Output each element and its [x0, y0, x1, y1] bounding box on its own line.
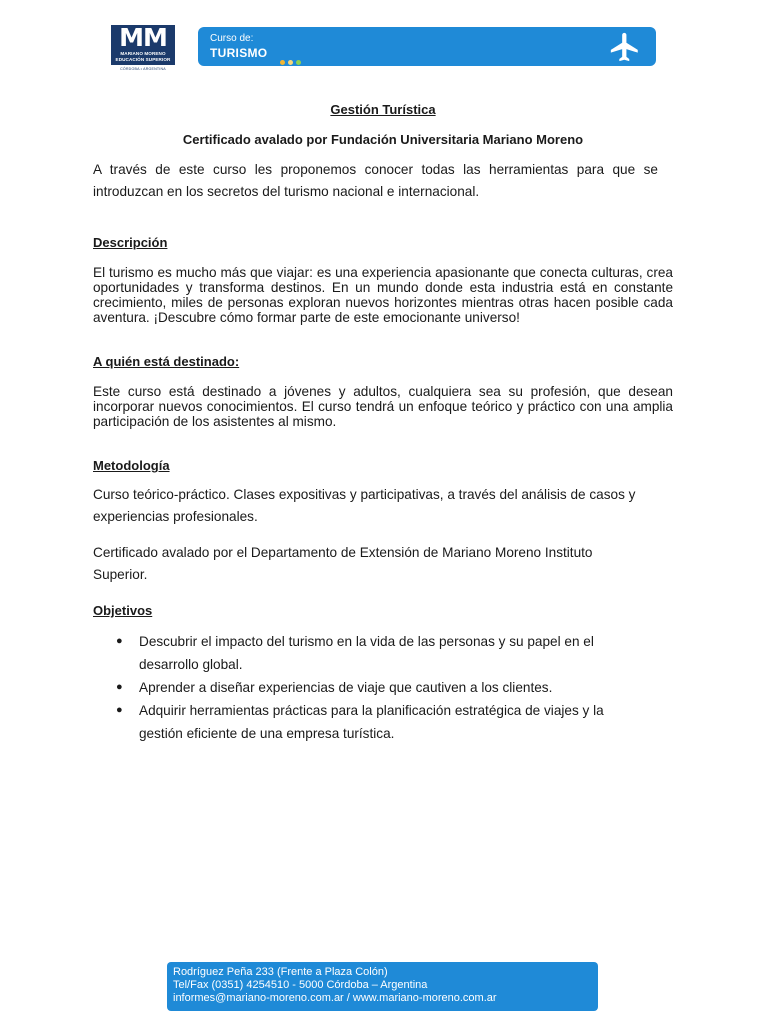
list-item	[93, 630, 633, 676]
methodology-paragraph: Curso teórico-práctico. Clases expositivas y participativas, a través del análisis de casos y experiencias profesionales.	[93, 487, 636, 524]
list-item	[93, 676, 633, 699]
institution-logo	[111, 25, 175, 65]
audience-paragraph: Este curso está destinado a jóvenes y adultos, cualquiera sea su profesión, que desean incorporar nuevos conocimientos. El curso tendrá un enfoque teórico y práctico con una amplia participación de los asistentes al mismo.	[93, 384, 673, 429]
objective-text: Aprender a diseñar experiencias de viaje que cautiven a los clientes.	[139, 680, 553, 695]
bullet-icon: ●	[116, 635, 123, 647]
logo-tagline: CÓRDOBA • ARGENTINA	[120, 67, 166, 71]
objectives-heading: Objetivos	[93, 603, 153, 618]
dot	[280, 60, 285, 65]
footer-phone: Tel/Fax (0351) 4254510 - 5000 Córdoba – Argentina	[173, 979, 428, 991]
certificate-note: Certificado avalado por el Departamento de Extensión de Mariano Moreno Instituto Superior.	[93, 545, 593, 582]
objective-text: Adquirir herramientas prácticas para la planificación estratégica de viajes y la gestión eficiente de una empresa turística.	[139, 703, 604, 741]
objectives-list	[93, 630, 633, 745]
course-banner	[198, 27, 656, 66]
description-paragraph: El turismo es mucho más que viajar: es una experiencia apasionante que conecta culturas, crea oportunidades y transforma destinos. En un mundo donde esta industria está en constante crecimiento, miles de personas exploran nuevos horizontes mientras otras hacen posible cada aventura. ¡Descubre cómo formar parte de este emocionante universo!	[93, 265, 673, 325]
airplane-icon	[608, 30, 642, 64]
footer-contact: informes@mariano-moreno.com.ar / www.mariano-moreno.com.ar	[173, 992, 497, 1004]
page-title: Gestión Turística	[330, 102, 436, 117]
contact-footer	[167, 962, 598, 1011]
banner-label: Curso de:	[210, 33, 254, 44]
intro-paragraph: A través de este curso les proponemos conocer todas las herramientas para que se introduzcan en los secretos del turismo nacional e internacional.	[93, 162, 658, 199]
description-heading: Descripción	[93, 235, 168, 250]
logo-line-1: MARIANO MORENO	[120, 51, 166, 56]
banner-dots	[280, 52, 304, 70]
page-subtitle: Certificado avalado por Fundación Universitaria Mariano Moreno	[182, 132, 584, 147]
logo-line-2: EDUCACIÓN SUPERIOR	[115, 56, 171, 62]
logo-mark: MM	[119, 23, 167, 52]
list-item	[93, 699, 633, 745]
dot	[296, 60, 301, 65]
bullet-icon: ●	[116, 681, 123, 693]
bullet-icon: ●	[116, 704, 123, 716]
footer-address: Rodríguez Peña 233 (Frente a Plaza Colón)	[173, 966, 388, 978]
banner-course-name: TURISMO	[210, 46, 268, 60]
audience-heading: A quién está destinado:	[93, 354, 240, 369]
objective-text: Descubrir el impacto del turismo en la vida de las personas y su papel en el desarrollo global.	[139, 634, 594, 672]
methodology-heading: Metodología	[93, 458, 170, 473]
dot	[288, 60, 293, 65]
